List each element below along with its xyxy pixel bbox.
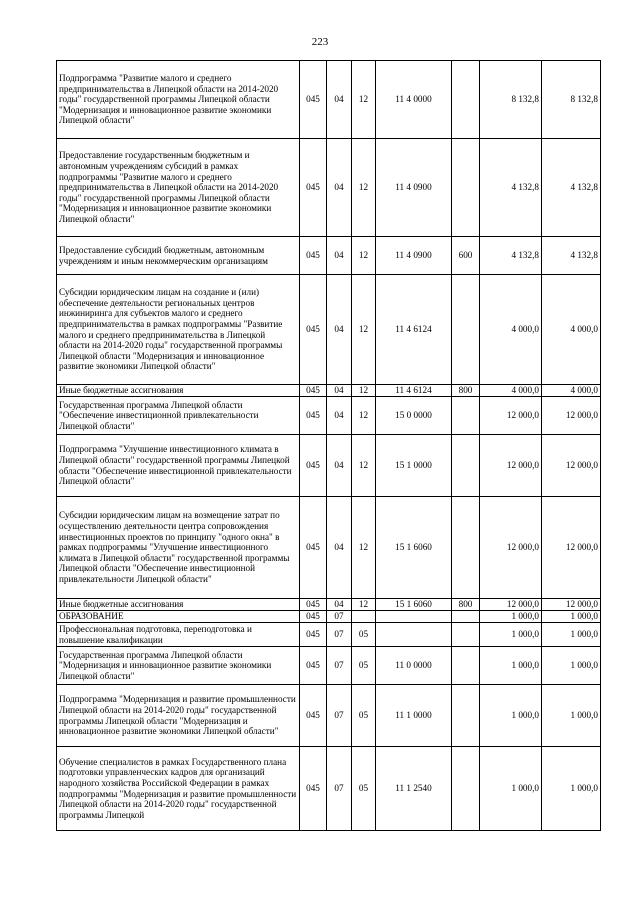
row-amount-1: 12 000,0 [480,599,542,611]
row-target-code: 11 4 6124 [376,275,452,385]
row-amount-1: 1 000,0 [480,747,542,831]
row-name: Субсидии юридическим лицам на возмещение затрат по осуществлению деятельности центра сопровождения инвестиционных проектов по принципу "одного окна" в рамках подпрограммы "Улучшение инвестиционного климата в Липецкой области" государственной программы Липецкой области "Обеспечение инвестиционной привлекательности Липецкой области" [57,497,300,599]
row-target-code [376,611,452,623]
row-amount-2: 1 000,0 [542,623,601,647]
budget-table [56,60,601,831]
row-subsection-code: 05 [352,685,376,747]
row-target-code: 11 0 0000 [376,647,452,685]
row-ved-code: 045 [300,623,327,647]
page-number: 223 [311,36,329,48]
row-name: Иные бюджетные ассигнования [57,385,300,397]
row-expense-type [452,623,480,647]
row-amount-1: 4 132,8 [480,237,542,275]
table-row [57,647,601,685]
row-section-code: 04 [327,237,352,275]
row-subsection-code [352,611,376,623]
row-amount-2: 4 132,8 [542,139,601,237]
row-section-code: 04 [327,61,352,139]
row-ved-code: 045 [300,139,327,237]
row-subsection-code: 12 [352,61,376,139]
row-ved-code: 045 [300,385,327,397]
row-target-code: 11 4 0900 [376,237,452,275]
table-row [57,275,601,385]
row-expense-type [452,397,480,435]
row-target-code: 11 1 0000 [376,685,452,747]
row-section-code: 07 [327,611,352,623]
row-ved-code: 045 [300,397,327,435]
row-amount-1: 12 000,0 [480,497,542,599]
table-row [57,435,601,497]
row-expense-type [452,685,480,747]
row-name: Обучение специалистов в рамках Государственного плана подготовки управленческих кадров для организаций народного хозяйства Российской Федерации в рамках подпрограммы "Модернизация и развитие промышленности Липецкой области на 2014-2020 годы" государственной программы Липецкой [57,747,300,831]
row-amount-2: 12 000,0 [542,397,601,435]
row-section-code: 07 [327,623,352,647]
row-ved-code: 045 [300,599,327,611]
row-target-code [376,623,452,647]
table-row [57,599,601,611]
row-name: Иные бюджетные ассигнования [57,599,300,611]
row-amount-1: 1 000,0 [480,623,542,647]
row-amount-1: 1 000,0 [480,611,542,623]
row-target-code: 15 0 0000 [376,397,452,435]
row-subsection-code: 12 [352,599,376,611]
row-amount-2: 4 132,8 [542,237,601,275]
row-expense-type: 800 [452,599,480,611]
row-amount-2: 12 000,0 [542,599,601,611]
row-amount-1: 4 000,0 [480,275,542,385]
row-subsection-code: 05 [352,623,376,647]
row-ved-code: 045 [300,237,327,275]
row-subsection-code: 12 [352,397,376,435]
row-expense-type: 800 [452,385,480,397]
table-row [57,685,601,747]
row-name: Подпрограмма "Улучшение инвестиционного климата в Липецкой области" государственной программы Липецкой области "Обеспечение инвестиционной привлекательности Липецкой области" [57,435,300,497]
row-expense-type: 600 [452,237,480,275]
row-amount-1: 4 132,8 [480,139,542,237]
row-amount-2: 1 000,0 [542,685,601,747]
table-body [57,61,601,831]
row-amount-2: 1 000,0 [542,647,601,685]
row-name: Государственная программа Липецкой области "Модернизация и инновационное развитие экономики Липецкой области" [57,647,300,685]
row-amount-1: 12 000,0 [480,435,542,497]
row-target-code: 11 4 0000 [376,61,452,139]
row-expense-type [452,139,480,237]
row-section-code: 04 [327,599,352,611]
table-row [57,497,601,599]
table-row [57,611,601,623]
row-subsection-code: 12 [352,435,376,497]
row-section-code: 04 [327,385,352,397]
row-section-code: 04 [327,275,352,385]
row-ved-code: 045 [300,611,327,623]
row-subsection-code: 12 [352,497,376,599]
row-ved-code: 045 [300,647,327,685]
row-ved-code: 045 [300,747,327,831]
row-amount-1: 12 000,0 [480,397,542,435]
table-row [57,747,601,831]
row-ved-code: 045 [300,685,327,747]
row-name: Государственная программа Липецкой области "Обеспечение инвестиционной привлекательности Липецкой области" [57,397,300,435]
row-expense-type [452,747,480,831]
row-expense-type [452,497,480,599]
row-section-code: 07 [327,647,352,685]
table-row [57,139,601,237]
table-row [57,237,601,275]
row-target-code: 15 1 6060 [376,599,452,611]
row-target-code: 11 4 6124 [376,385,452,397]
row-ved-code: 045 [300,497,327,599]
row-name: Подпрограмма "Модернизация и развитие промышленности Липецкой области на 2014-2020 годы" государственной программы Липецкой области "Модернизация и инновационное развитие экономики Липецкой области" [57,685,300,747]
row-amount-2: 12 000,0 [542,435,601,497]
row-subsection-code: 05 [352,747,376,831]
row-expense-type [452,611,480,623]
row-name: Предоставление субсидий бюджетным, автономным учреждениям и иным некоммерческим организациям [57,237,300,275]
row-expense-type [452,61,480,139]
row-section-code: 04 [327,139,352,237]
row-amount-2: 8 132,8 [542,61,601,139]
row-expense-type [452,647,480,685]
row-ved-code: 045 [300,275,327,385]
row-subsection-code: 12 [352,139,376,237]
row-name: Предоставление государственным бюджетным и автономным учреждениям субсидий в рамках подпрограммы "Развитие малого и среднего предпринимательства в Липецкой области на 2014-2020 годы" государственной программы Липецкой области "Модернизация и инновационное развитие экономики Липецкой области" [57,139,300,237]
row-amount-2: 12 000,0 [542,497,601,599]
row-target-code: 11 1 2540 [376,747,452,831]
row-amount-1: 1 000,0 [480,685,542,747]
row-name: Подпрограмма "Развитие малого и среднего предпринимательства в Липецкой области на 2014-2020 годы" государственной программы Липецкой области "Модернизация и инновационное развитие экономики Липецкой области" [57,61,300,139]
row-target-code: 11 4 0900 [376,139,452,237]
row-amount-1: 8 132,8 [480,61,542,139]
row-section-code: 04 [327,497,352,599]
table-row [57,385,601,397]
row-name: Профессиональная подготовка, переподготовка и повышение квалификации [57,623,300,647]
row-section-code: 07 [327,747,352,831]
row-amount-2: 4 000,0 [542,385,601,397]
row-expense-type [452,435,480,497]
row-target-code: 15 1 0000 [376,435,452,497]
row-amount-2: 4 000,0 [542,275,601,385]
row-ved-code: 045 [300,435,327,497]
row-target-code: 15 1 6060 [376,497,452,599]
row-amount-1: 4 000,0 [480,385,542,397]
row-section-code: 07 [327,685,352,747]
table-row [57,61,601,139]
table-row [57,397,601,435]
row-amount-2: 1 000,0 [542,747,601,831]
row-subsection-code: 05 [352,647,376,685]
row-subsection-code: 12 [352,275,376,385]
row-section-code: 04 [327,435,352,497]
row-amount-2: 1 000,0 [542,611,601,623]
row-name: ОБРАЗОВАНИЕ [57,611,300,623]
row-amount-1: 1 000,0 [480,647,542,685]
row-section-code: 04 [327,397,352,435]
table-row [57,623,601,647]
row-ved-code: 045 [300,61,327,139]
row-name: Субсидии юридическим лицам на создание и (или) обеспечение деятельности региональных центров инжиниринга для субъектов малого и среднего предпринимательства в рамках подпрограммы "Развитие малого и среднего предпринимательства в Липецкой области на 2014-2020 годы" государственной программы Липецкой области "Модернизация и инновационное развитие экономики Липецкой области" [57,275,300,385]
row-subsection-code: 12 [352,237,376,275]
row-expense-type [452,275,480,385]
row-subsection-code: 12 [352,385,376,397]
